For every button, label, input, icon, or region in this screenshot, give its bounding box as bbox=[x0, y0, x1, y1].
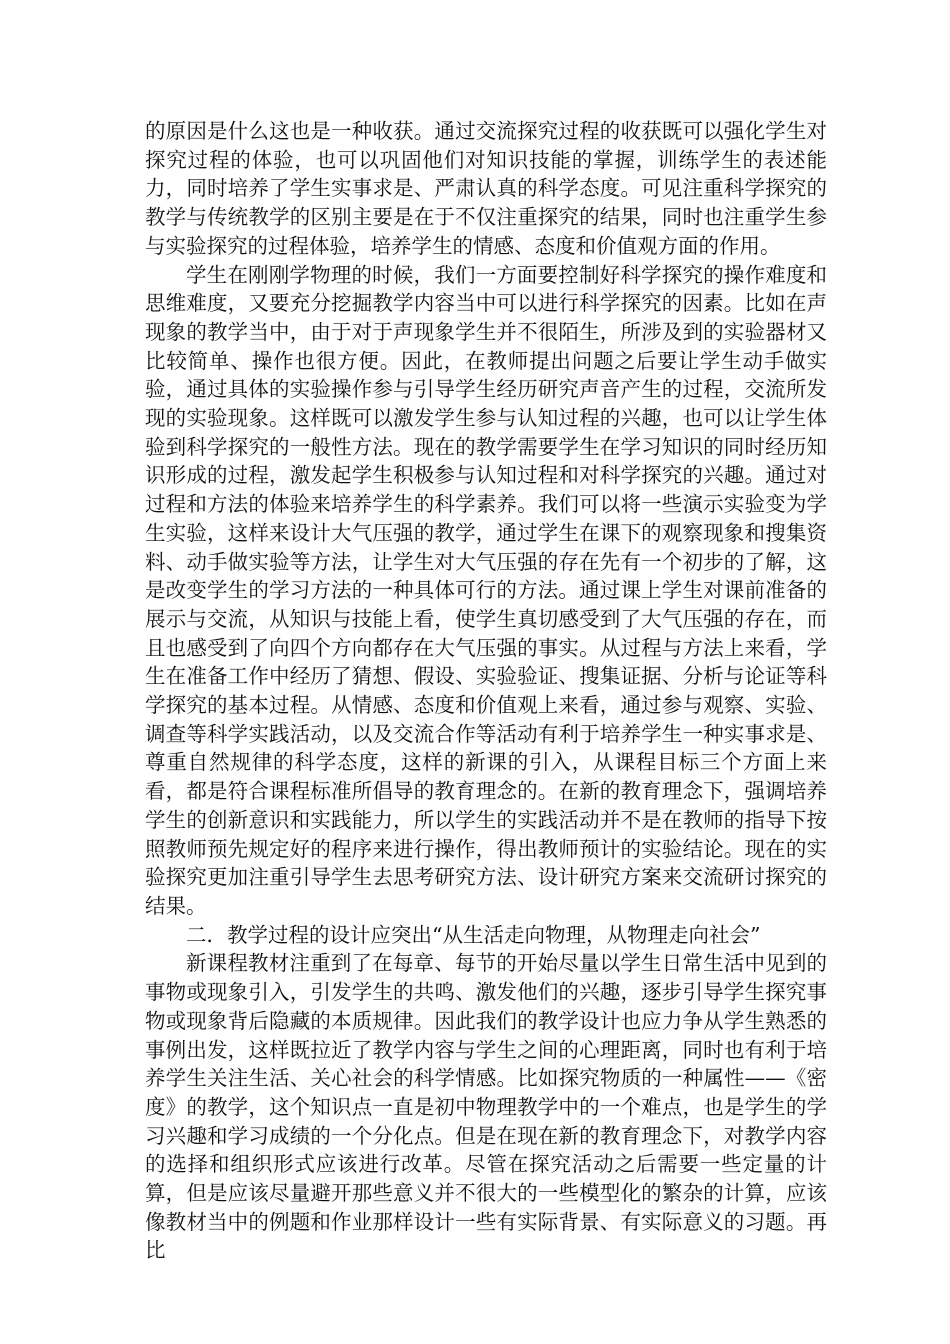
document-body bbox=[145, 117, 827, 1265]
paragraph-body: 新课程教材注重到了在每章、每节的开始尽量以学生日常生活中见到的事物或现象引入，引发学生的共鸣、激发他们的兴趣，逐步引导学生探究事物或现象背后隐藏的本质规律。因此我们的教学设计也应力争从学生熟悉的事例出发，这样既拉近了教学内容与学生之间的心理距离，同时也有利于培养学生关注生活、关心社会的科学情感。比如探究物质的一种属性——《密度》的教学，这个知识点一直是初中物理教学中的一个难点，也是学生的学习兴趣和学习成绩的一个分化点。但是在现在新的教育理念下，对教学内容的选择和组织形式应该进行改革。尽管在探究活动之后需要一些定量的计算，但是应该尽量避开那些意义并不很大的一些模型化的繁杂的计算，应该像教材当中的例题和作业那样设计一些有实际背景、有实际意义的习题。再比 bbox=[145, 951, 827, 1263]
section-heading: 二．教学过程的设计应突出“从生活走向物理，从物理走向社会” bbox=[186, 922, 761, 947]
paragraph-continuation: 的原因是什么这也是一种收获。通过交流探究过程的收获既可以强化学生对探究过程的体验，也可以巩固他们对知识技能的掌握，训练学生的表述能力，同时培养了学生实事求是、严肃认真的科学态度。可见注重科学探究的教学与传统教学的区别主要是在于不仅注重探究的结果，同时也注重学生参与实验探究的过程体验，培养学生的情感、态度和价值观方面的作用。 bbox=[145, 119, 827, 258]
paragraph-body: 学生在刚刚学物理的时候，我们一方面要控制好科学探究的操作难度和思维难度，又要充分挖掘教学内容当中可以进行科学探究的因素。比如在声现象的教学当中，由于对于声现象学生并不很陌生，所涉及到的实验器材又比较简单、操作也很方便。因此，在教师提出问题之后要让学生动手做实验，通过具体的实验操作参与引导学生经历研究声音产生的过程，交流所发现的实验现象。这样既可以激发学生参与认知过程的兴趣，也可以让学生体验到科学探究的一般性方法。现在的教学需要学生在学习知识的同时经历知识形成的过程，激发起学生积极参与认知过程和对科学探究的兴趣。通过对过程和方法的体验来培养学生的科学素养。我们可以将一些演示实验变为学生实验，这样来设计大气压强的教学，通过学生在课下的观察现象和搜集资料、动手做实验等方法，让学生对大气压强的存在先有一个初步的了解，这是改变学生的学习方法的一种具体可行的方法。通过课上学生对课前准备的展示与交流，从知识与技能上看，使学生真切感受到了大气压强的存在，而且也感受到了向四个方向都存在大气压强的事实。从过程与方法上来看，学生在准备工作中经历了猜想、假设、实验验证、搜集证据、分析与论证等科学探究的基本过程。从情感、态度和价值观上来看，通过参与观察、实验、调查等科学实践活动，以及交流合作等活动有利于培养学生一种实事求是、尊重自然规律的科学态度，这样的新课的引入，从课程目标三个方面上来看，都是符合课程标准所倡导的教育理念的。在新的教育理念下，强调培养学生的创新意识和实践能力，所以学生的实践活动并不是在教师的指导下按照教师预先规定好的程序来进行操作，得出教师预计的实验结论。现在的实验探究更加注重引导学生去思考研究方法、设计研究方案来交流研讨探究的结果。 bbox=[145, 262, 827, 918]
